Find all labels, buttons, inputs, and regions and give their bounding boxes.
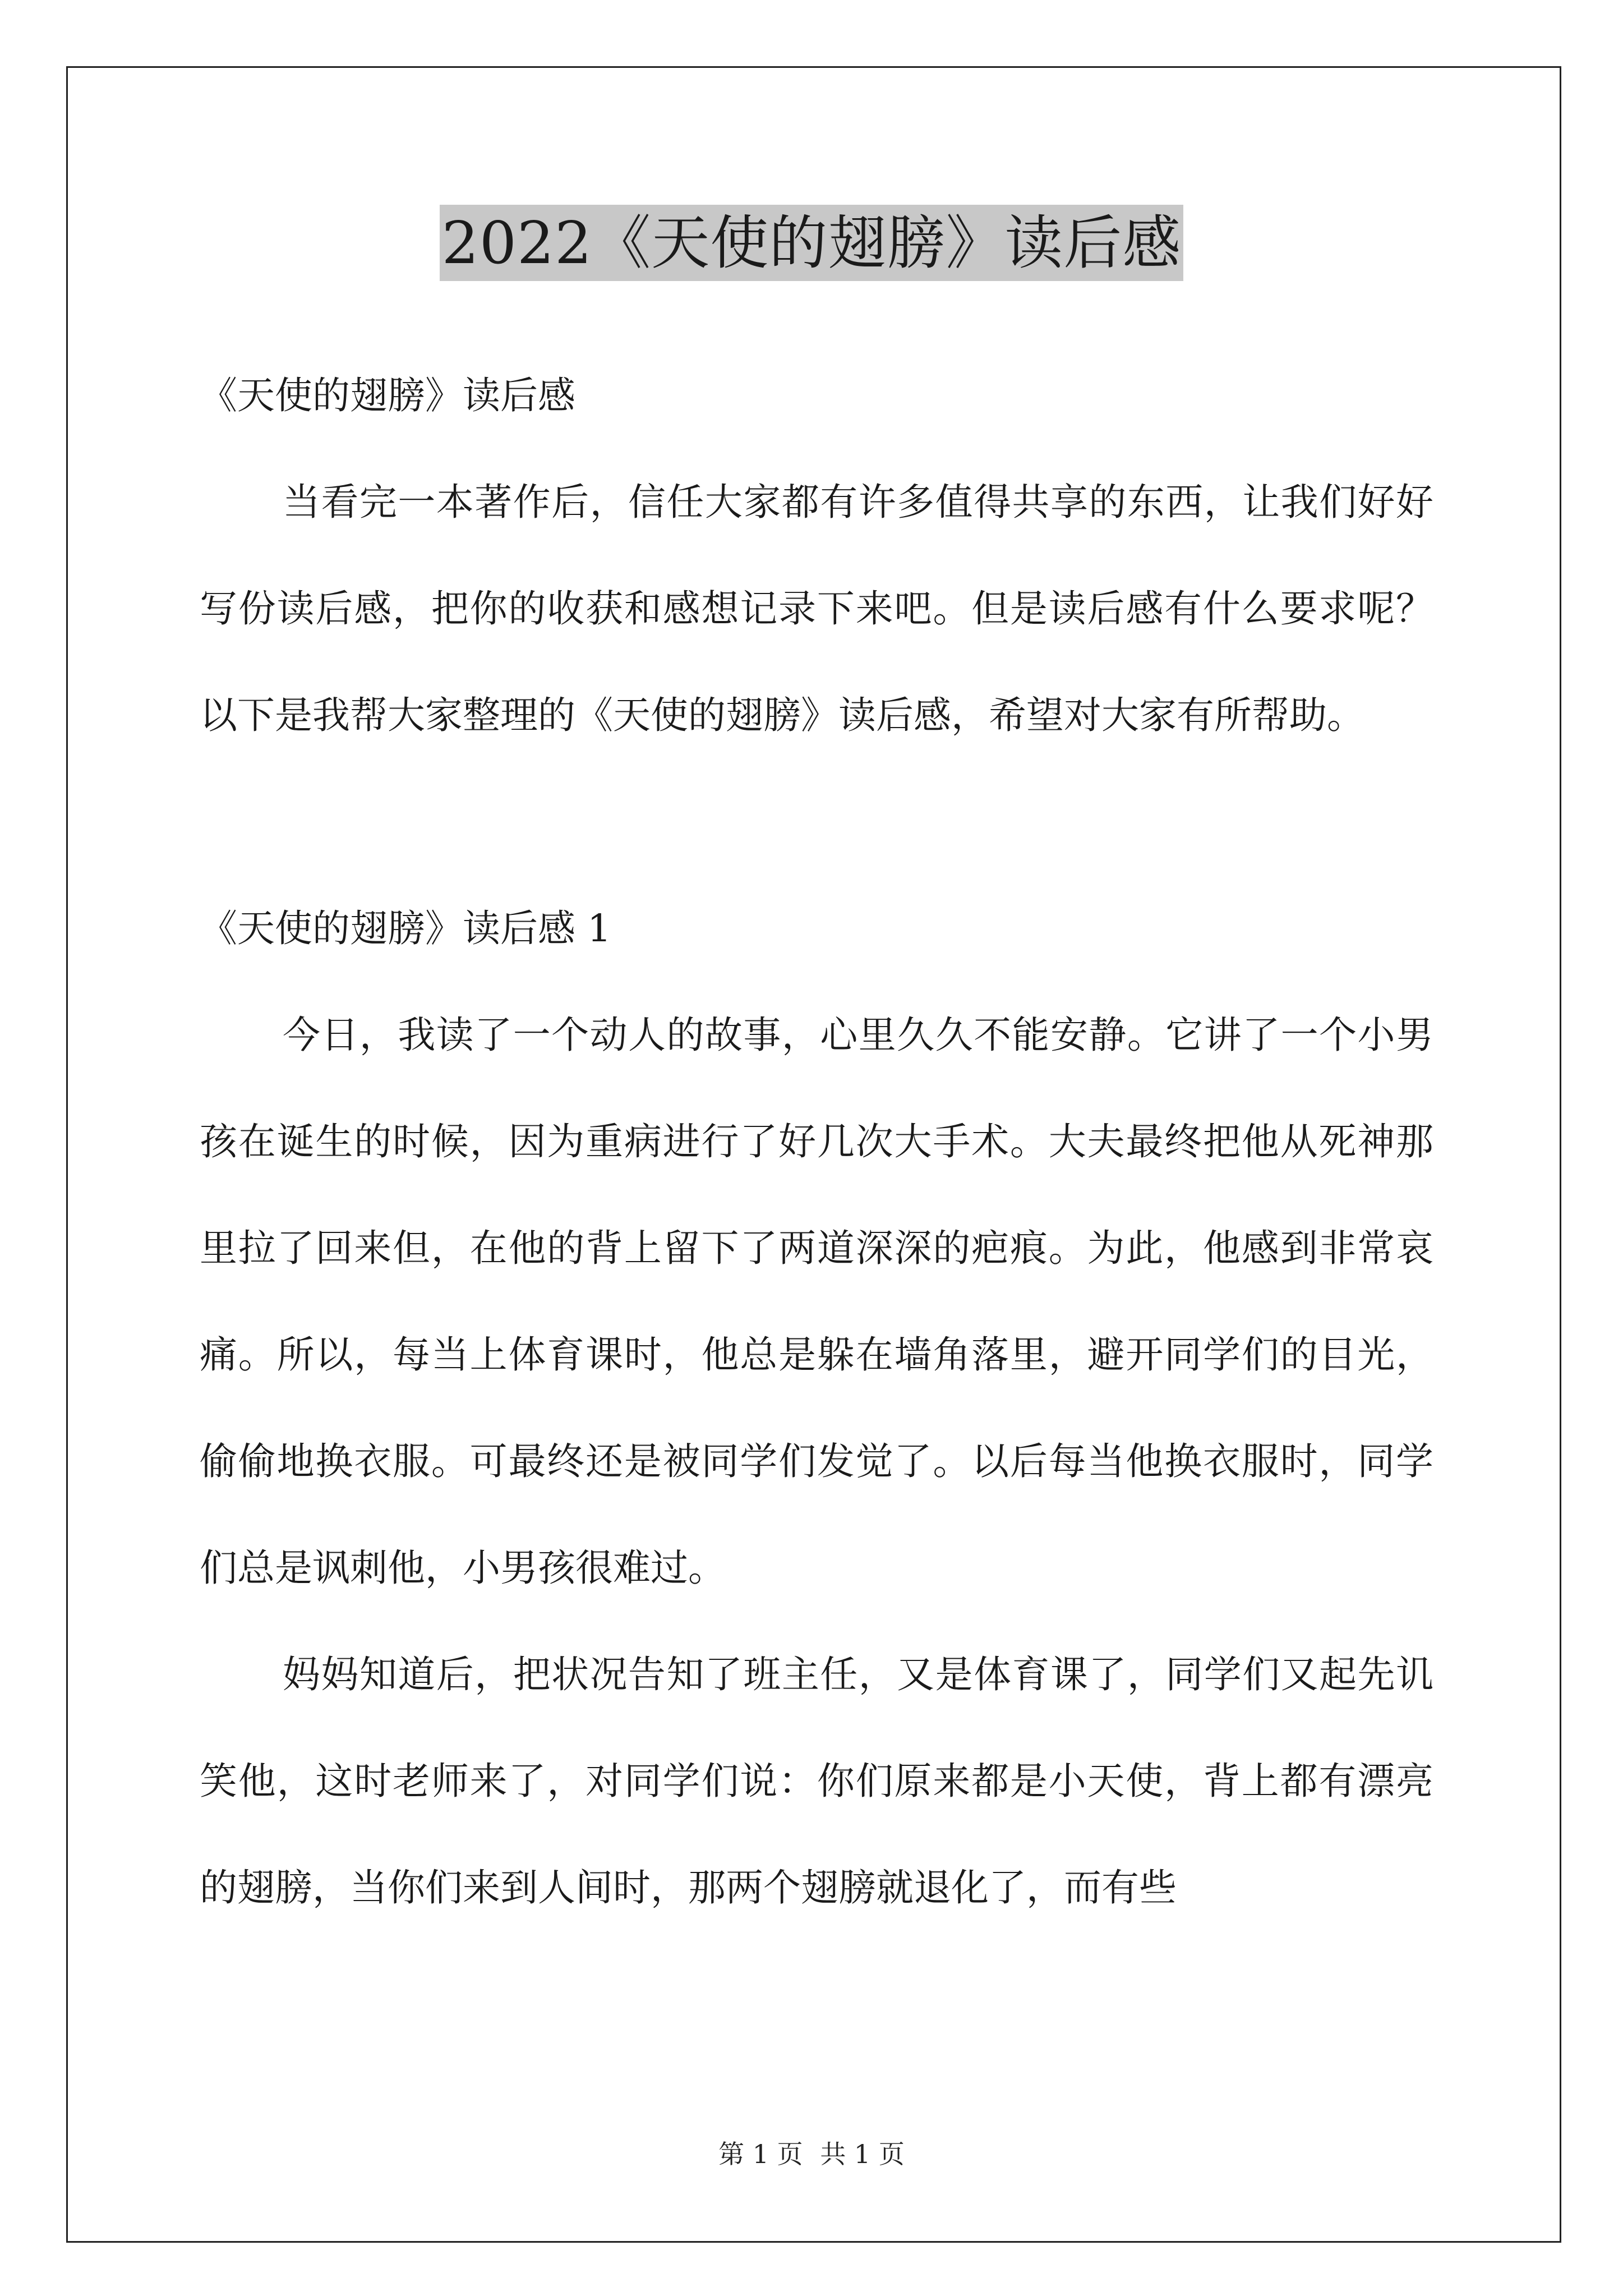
document-title: 2022《天使的翅膀》读后感 (440, 205, 1184, 281)
intro-heading: 《天使的翅膀》读后感 (200, 374, 575, 417)
page-footer (0, 2137, 1623, 2171)
section1-paragraph-2: 妈妈知道后，把状况告知了班主任，又是体育课了，同学们又起先讥笑他，这时老师来了，对同学们说：你们原来都是小天使，背上都有漂亮的翅膀，当你们来到人间时，那两个翅膀就退化了，而有些 (200, 1653, 1433, 1910)
section1-heading: 《天使的翅膀》读后感 1 (200, 907, 611, 950)
page-number: 第 1 页 (718, 2139, 803, 2169)
intro-paragraph: 当看完一本著作后，信任大家都有许多值得共享的东西，让我们好好写份读后感，把你的收获和感想记录下来吧。但是读后感有什么要求呢？以下是我帮大家整理的《天使的翅膀》读后感，希望对大家有所帮助。 (200, 480, 1433, 737)
section-spacer (200, 769, 1433, 875)
section1-paragraph-1: 今日，我读了一个动人的故事，心里久久不能安静。它讲了一个小男孩在诞生的时候，因为重病进行了好几次大手术。大夫最终把他从死神那里拉了回来但，在他的背上留下了两道深深的疤痕。为此，他感到非常哀痛。所以，每当上体育课时，他总是躲在墙角落里，避开同学们的目光，偷偷地换衣服。可最终还是被同学们发觉了。以后每当他换衣服时，同学们总是讽刺他，小男孩很难过。 (200, 1013, 1433, 1590)
page-total: 共 1 页 (820, 2139, 905, 2169)
title-container (0, 205, 1623, 281)
document-body (200, 342, 1433, 1941)
